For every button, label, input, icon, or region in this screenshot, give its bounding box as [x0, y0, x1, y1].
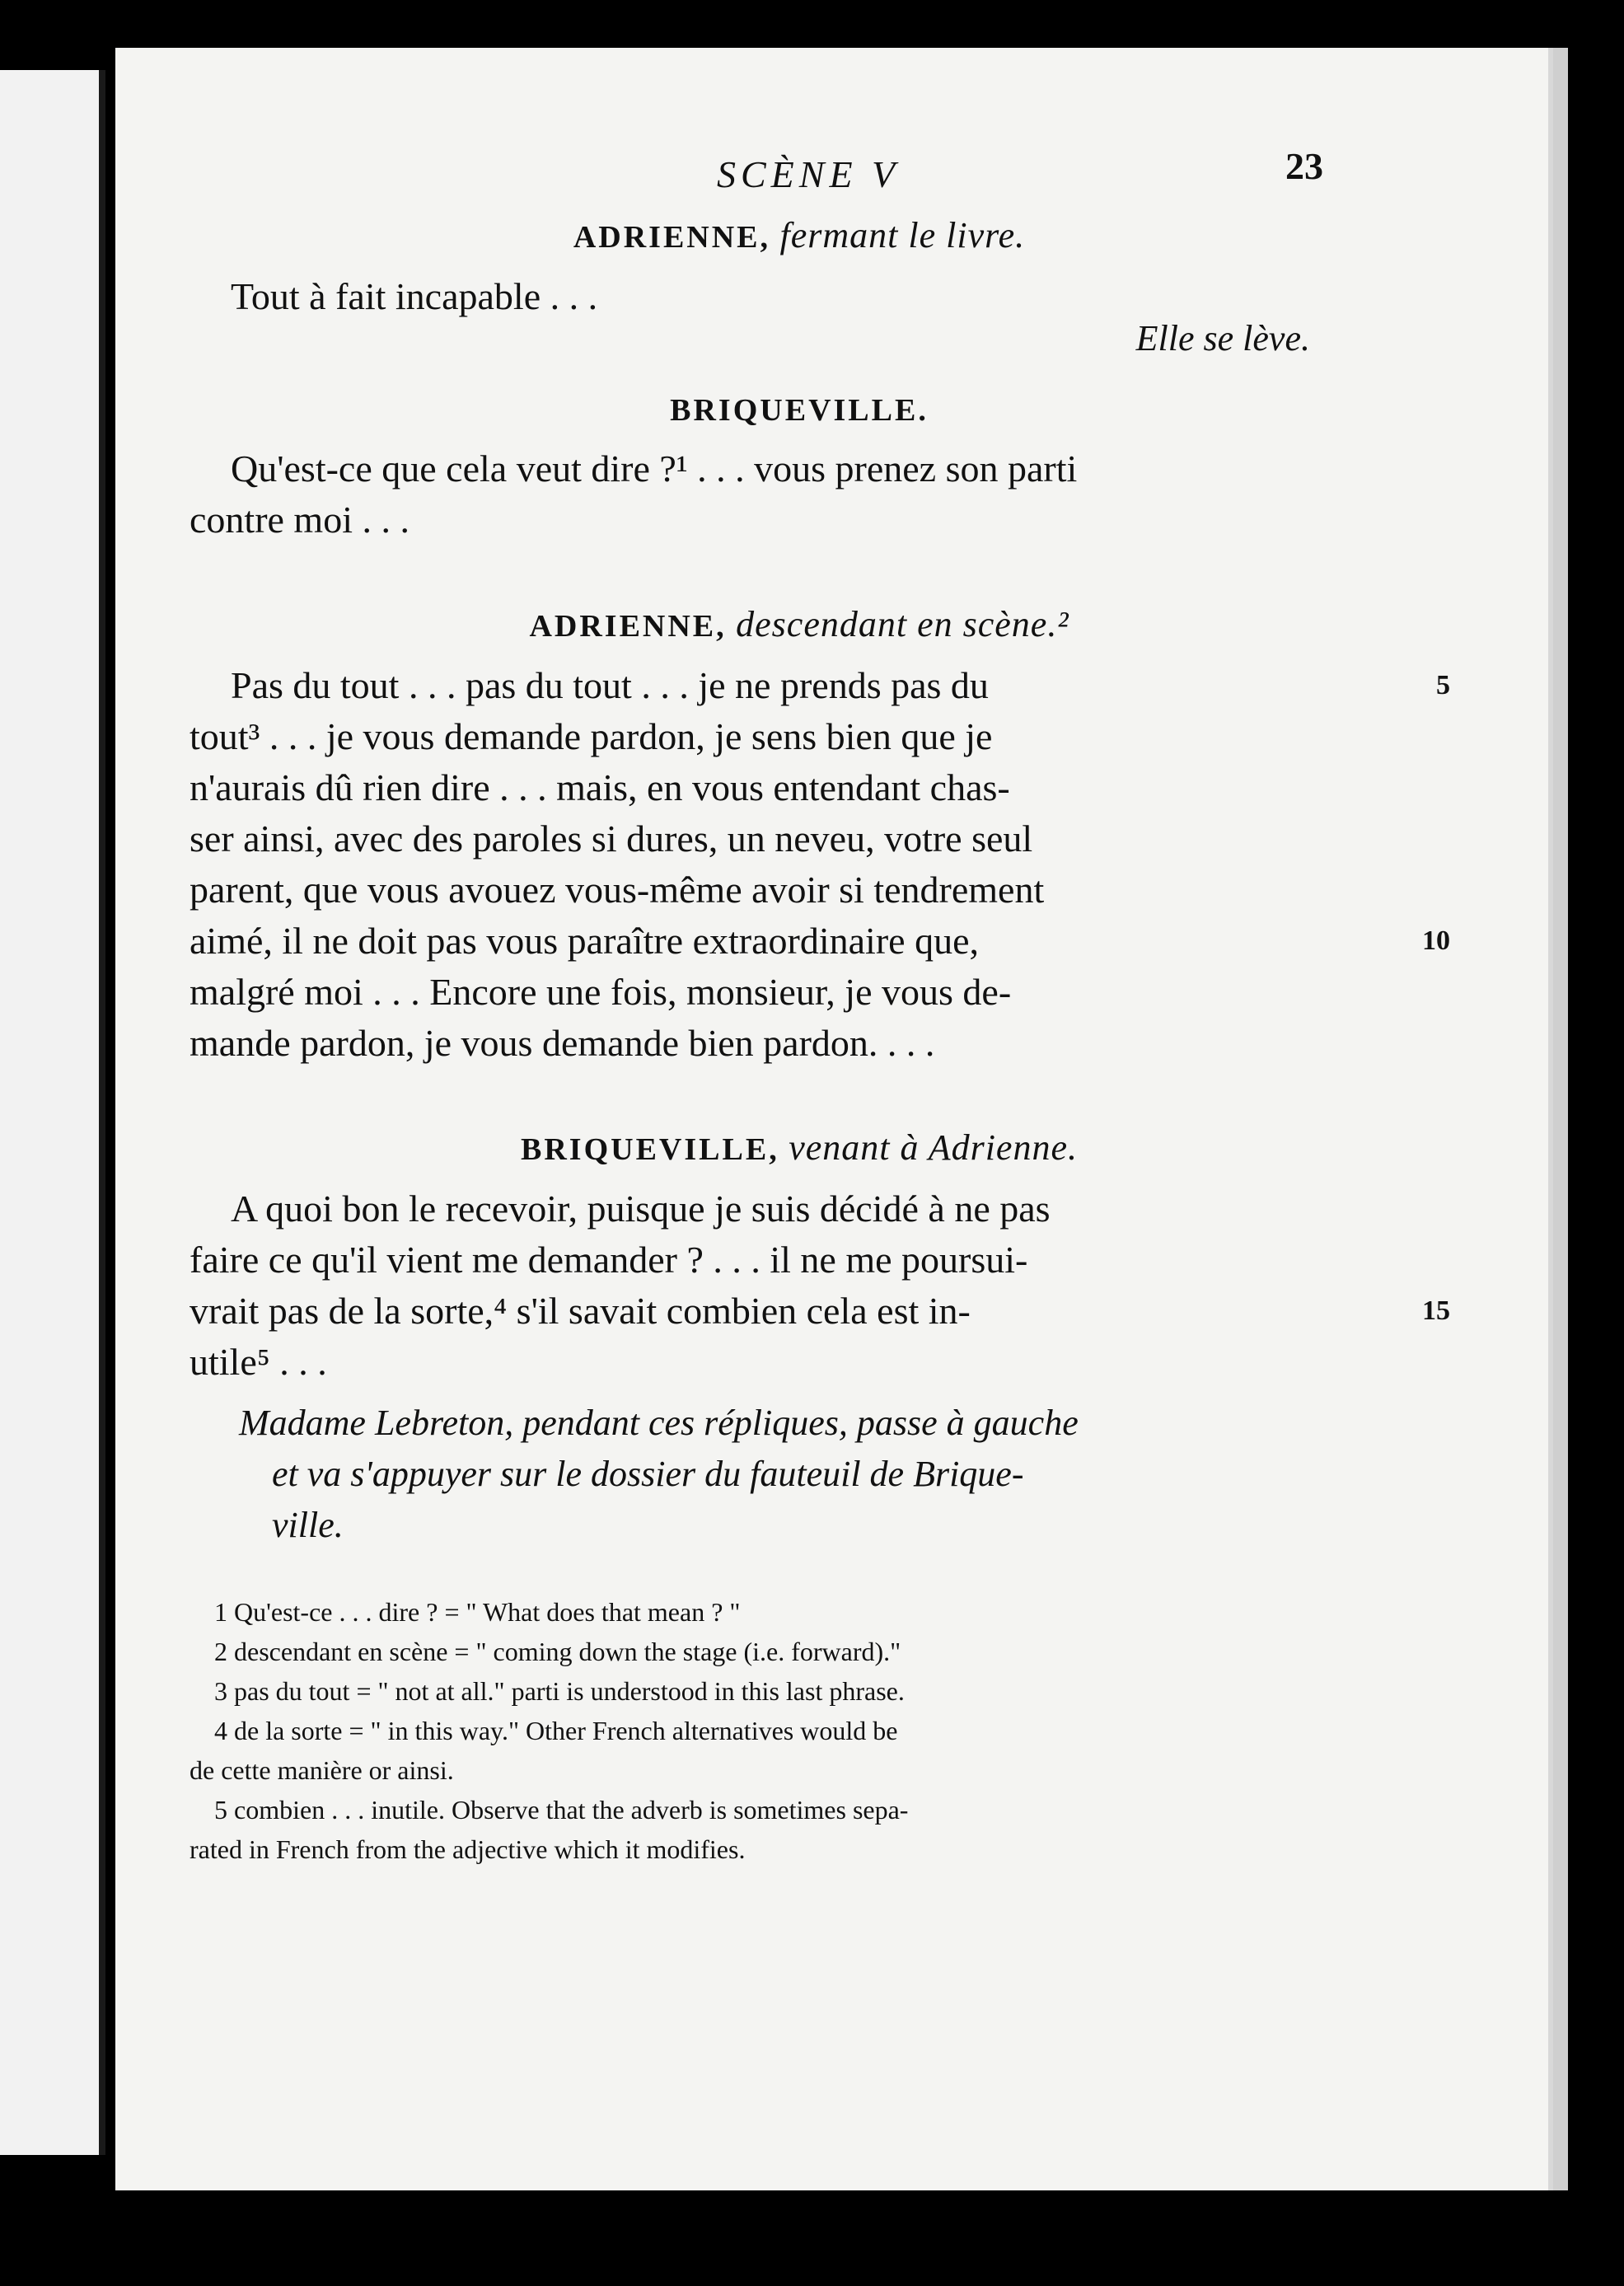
speaker-heading-briqueville-2	[190, 1127, 1409, 1169]
line-number: 15	[1422, 1295, 1450, 1326]
speech-row-text: vrait pas de la sorte,⁴ s'il savait combien cela est in-	[190, 1290, 971, 1332]
footnote: 4 de la sorte = " in this way." Other French alternatives would be	[214, 1716, 898, 1745]
speech-row	[190, 916, 1450, 967]
speech-row	[190, 1286, 1450, 1337]
speech-row: ser ainsi, avec des paroles si dures, un neveu, votre seul	[190, 817, 1033, 860]
speaker-direction: descendant en scène.²	[736, 604, 1069, 644]
speech-row: n'aurais dû rien dire . . . mais, en vous entendant chas-	[190, 766, 1010, 808]
speech-row: A quoi bon le recevoir, puisque je suis décidé à ne pas	[231, 1188, 1051, 1230]
stage-row: et va s'appuyer sur le dossier du fauteuil de Brique-	[272, 1454, 1024, 1494]
speech-paragraph	[190, 1183, 1450, 1388]
footnote-continuation: rated in French from the adjective which it modifies.	[190, 1834, 746, 1864]
page-edge-shadow	[1553, 48, 1568, 2190]
speech-row: utile⁵ . . .	[190, 1341, 327, 1383]
page-content	[190, 132, 1450, 1869]
speaker-name: BRIQUEVILLE,	[521, 1132, 779, 1167]
speech-paragraph	[190, 443, 1409, 546]
speech-row	[190, 660, 1450, 711]
speech-row: parent, que vous avouez vous-même avoir si tendrement	[190, 869, 1045, 911]
footnote: 5 combien . . . inutile. Observe that the adverb is sometimes sepa-	[214, 1795, 909, 1825]
stage-row: ville.	[272, 1505, 344, 1545]
speech-row: tout³ . . . je vous demande pardon, je sens bien que je	[190, 715, 993, 757]
speech-row: malgré moi . . . Encore une fois, monsieur, je vous de-	[190, 971, 1012, 1013]
speech-row-text: Pas du tout . . . pas du tout . . . je ne prends pas du	[231, 664, 989, 706]
speech-line: Tout à fait incapable . . .	[231, 275, 598, 317]
stage-direction: Elle se lève.	[1135, 318, 1310, 358]
speaker-name: ADRIENNE,	[573, 220, 771, 255]
line-number: 5	[1436, 670, 1450, 700]
speaker-heading-briqueville-1	[190, 392, 1409, 429]
footnote: 1 Qu'est-ce . . . dire ? = " What does that mean ? "	[214, 1597, 741, 1627]
speaker-direction: fermant le livre.	[779, 215, 1026, 255]
speech-paragraph	[190, 660, 1450, 1069]
running-head	[190, 132, 1409, 195]
stage-direction-block	[239, 1398, 1409, 1551]
speaker-heading-adrienne-1	[190, 214, 1409, 256]
stage-row: Madame Lebreton, pendant ces répliques, passe à gauche	[239, 1403, 1079, 1443]
line-number: 10	[1422, 925, 1450, 956]
speech-row: Qu'est-ce que cela veut dire ?¹ . . . vous prenez son parti	[231, 447, 1078, 490]
speech-row: faire ce qu'il vient me demander ? . . . il ne me poursui-	[190, 1239, 1028, 1281]
speaker-name: BRIQUEVILLE.	[670, 393, 929, 428]
speech-row: mande pardon, je vous demande bien pardon. . . .	[190, 1022, 935, 1064]
speaker-name: ADRIENNE,	[529, 609, 727, 644]
footnote: 2 descendant en scène = " coming down the stage (i.e. forward)."	[214, 1637, 901, 1666]
speaker-heading-adrienne-2	[190, 603, 1409, 645]
footnotes	[190, 1592, 1409, 1869]
speaker-direction: venant à Adrienne.	[789, 1127, 1078, 1168]
running-title: SCÈNE V	[717, 153, 901, 195]
speech-row-text: aimé, il ne doit pas vous paraître extraordinaire que,	[190, 920, 979, 962]
page-number: 23	[1285, 145, 1323, 187]
speech-row: contre moi . . .	[190, 499, 410, 541]
facing-page-edge	[0, 70, 105, 2155]
footnote: 3 pas du tout = " not at all." parti is understood in this last phrase.	[214, 1676, 905, 1706]
footnote-continuation: de cette manière or ainsi.	[190, 1755, 454, 1785]
